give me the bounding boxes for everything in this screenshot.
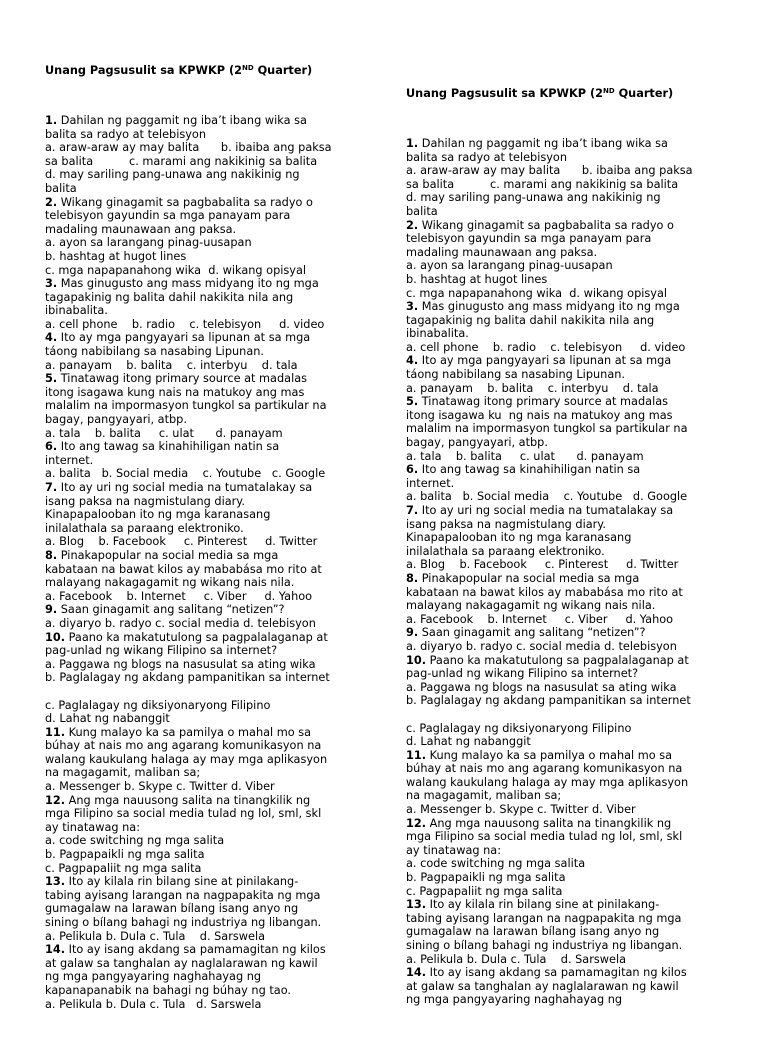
text-line [45,984,375,998]
question-line [45,794,375,808]
question-number: 10. [406,653,427,667]
question-number: 5. [45,372,58,386]
text-line [406,885,746,899]
question-number: 1. [45,113,58,127]
line-text: balita [406,204,438,218]
line-text: isang paksa na nagmistulang diary. [45,494,245,508]
text-line [406,490,746,504]
question-line [45,196,375,210]
question-line [406,626,746,640]
question-number: 9. [45,603,58,617]
line-text: d. may sariling pang-unawa ang nakikinig ng [45,168,300,182]
line-text: táong nabibilang sa nasabing Lipunan. [45,345,264,359]
text-line [406,531,746,545]
line-text: Tinatawag itong primary source at madalas [418,395,669,409]
line-text: a. Facebook b. Internet c. Viber d. Yahoo [406,612,674,626]
line-text: Ito ay mga pangyayari sa lipunan at sa mga [57,331,311,345]
question-number: 5. [406,395,419,409]
question-line [406,504,746,518]
line-text: Wikang ginagamit sa pagbabalita sa radyo o [418,218,674,232]
line-text: sa balita c. marami ang nakikinig sa balita [406,177,679,191]
question-number: 11. [406,748,427,762]
title-tail: Quarter) [614,87,674,101]
text-line [406,205,746,219]
line-text: sining o bílang bahagi ng industriya ng libangan. [406,939,683,952]
text-line [406,776,746,790]
question-number: 7. [45,481,58,494]
line-text: a. tala b. balita c. ulat d. panayam [406,449,644,463]
title-text: Unang Pagsusulit sa KPWKP (2 [45,64,242,78]
question-line [406,137,746,151]
line-text: búhay at nais mo ang agarang komunikasyon na [406,762,683,776]
text-line [406,382,746,396]
text-line [45,182,375,196]
line-text: d. may sariling pang-unawa ang nakikinig ng [406,191,661,205]
text-line [45,304,375,318]
question-line [45,943,375,957]
line-text: kabataan na bawat kilos ay mababása mo rito at [45,562,322,576]
line-text: tagapakinig ng balita dahil nakikita nila ang [406,313,655,327]
line-text: Ang mga nauusong salita na tinangkilik ng [65,793,311,807]
text-line [45,848,375,862]
line-text: Kinapapalooban ito ng mga karanasang [45,508,271,522]
line-text: internet. [406,476,455,490]
question-line [45,440,375,454]
text-line [406,422,746,436]
line-text: Ito ay kilala rin bilang sine at pinilakang- [426,898,660,912]
blank-line [406,708,746,722]
line-text: bagay, pangyayari, atbp. [406,436,548,450]
question-number: 2. [406,218,419,232]
text-line [406,762,746,776]
line-text: tabing ayisang larangan na nagpapakita ng mga [45,888,321,902]
question-line [45,549,375,563]
line-text: b. Pagpapaikli ng mga salita [406,871,566,885]
text-line [406,803,746,817]
text-line [45,930,375,944]
line-text: na magagamit, maliban sa; [406,789,562,803]
question-number: 6. [45,440,58,454]
text-line [406,980,746,994]
text-line [45,495,375,509]
title-superscript: ND [602,87,615,96]
text-line [45,889,375,903]
line-text: at galaw sa tanghalan ay naglalarawan ng kawil [406,979,679,993]
line-text: Ang mga nauusong salita na tinangkilik ng [426,816,672,830]
text-line [406,436,746,450]
line-text: a. Blog b. Facebook c. Pinterest d. Twitter [406,558,679,572]
question-number: 12. [406,816,427,830]
line-text: Kung malayo ka sa pamilya o mahal mo sa [65,725,312,739]
line-text: b. Paglalagay ng akdang pampanitikan sa internet [406,694,691,708]
text-line [406,327,746,341]
line-text: malayang nakagagamit ng wikang nais nila. [45,576,295,590]
text-line [45,590,375,604]
line-text: kabataan na bawat kilos ay mababása mo rito at [406,585,683,599]
question-list [406,137,746,1007]
text-line [45,454,375,468]
question-number: 7. [406,504,419,517]
text-line [45,155,375,169]
line-text: balita sa radyo at telebisyon [406,150,568,164]
text-line [45,807,375,821]
line-text: malayang nakagagamit ng wikang nais nila. [406,599,656,613]
text-line [406,586,746,600]
question-line [45,331,375,345]
question-line [45,277,375,291]
text-line [406,694,746,708]
text-line [45,617,375,631]
text-line [45,644,375,658]
line-text: b. Paglalagay ng akdang pampanitikan sa internet [45,671,330,685]
line-text: Kung malayo ka sa pamilya o mahal mo sa [426,748,673,762]
line-text: táong nabibilang sa nasabing Lipunan. [406,368,625,382]
line-text: a. araw-araw ay may balita b. ibaiba ang paksa [406,164,693,178]
line-text: a. Blog b. Facebook c. Pinterest d. Twitter [45,535,318,549]
text-line [406,667,746,681]
line-text: Mas ginugusto ang mass midyang ito ng mga [57,277,319,291]
text-line [406,314,746,328]
question-line [45,631,375,645]
line-text: c. Paglalagay ng diksiyonaryong Filipino [45,698,271,712]
line-text: b. hashtag at hugot lines [406,272,548,286]
title-text: Unang Pagsusulit sa KPWKP (2 [406,87,603,101]
line-text: c. mga napapanahong wika d. wikang opisyal [45,263,307,277]
text-line [45,209,375,223]
line-text: pag-unlad ng wikang Filipino sa internet? [45,644,278,658]
text-line [406,844,746,858]
line-text: a. araw-araw ay may balita b. ibaiba ang paksa [45,141,332,155]
line-text: búhay at nais mo ang agarang komunikasyon na [45,739,322,753]
title-superscript: ND [241,64,254,73]
line-text: tabing ayisang larangan na nagpapakita ng mga [406,911,682,925]
text-line [406,246,746,260]
text-line [406,232,746,246]
line-text: a. cell phone b. radio c. telebisyon d. video [406,340,686,354]
text-line [406,164,746,178]
line-text: a. balita b. Social media c. Youtube d. Google [406,490,688,504]
text-line [406,735,746,749]
line-text: c. mga napapanahong wika d. wikang opisyal [406,286,668,300]
question-number: 13. [406,898,427,912]
line-text: pag-unlad ng wikang Filipino sa internet? [406,667,639,681]
text-line [406,368,746,382]
text-line [406,925,746,939]
line-text: ibinabalita. [406,327,469,341]
line-text: Pinakapopular na social media sa mga [418,571,640,585]
text-line [45,508,375,522]
text-line [45,399,375,413]
line-text: a. code switching ng mga salita [406,857,586,871]
text-line [406,912,746,926]
line-text: itong isagawa kung nais na matukoy ang mas [45,385,305,399]
question-line [406,354,746,368]
line-text: malalim na impormasyon tungkol sa partikular na [45,399,327,413]
line-text: Dahilan ng paggamit ng iba’t ibang wika sa [418,136,668,150]
line-text: a. diyaryo b. radyo c. social media d. telebisyon [406,639,677,653]
line-text: c. Pagpapaliit ng mga salita [406,884,563,898]
title-tail: Quarter) [253,64,313,78]
text-line [45,780,375,794]
question-line [45,603,375,617]
text-line [45,658,375,672]
line-text: isang paksa na nagmistulang diary. [406,517,606,531]
line-text: Ito ay uri ng social media na tumatalakay sa [418,504,674,517]
question-number: 3. [45,277,58,291]
line-text: ng mga pangyayaring naghahayag ng [406,993,623,1007]
line-text: telebisyon gayundin sa mga panayam para [406,232,652,246]
line-text: Ito ay uri ng social media na tumatalakay sa [57,481,313,494]
text-line [406,287,746,301]
text-line [406,613,746,627]
line-text: at galaw sa tanghalan ay naglalarawan ng kawil [45,956,318,970]
line-text: malalim na impormasyon tungkol sa partikular na [406,422,688,436]
question-number: 6. [406,463,419,477]
question-line [406,898,746,912]
text-line [45,345,375,359]
text-line [45,236,375,250]
text-line [45,699,375,713]
text-line [45,671,375,685]
text-line [406,558,746,572]
text-line [45,522,375,536]
text-line [406,151,746,165]
line-text: Dahilan ng paggamit ng iba’t ibang wika sa [57,113,307,127]
line-text: a. tala b. balita c. ulat d. panayam [45,426,283,440]
line-text: ay tinatawag na: [406,843,502,857]
text-line [45,902,375,916]
question-list [45,114,375,1011]
line-text: c. Pagpapaliit ng mga salita [45,861,202,875]
text-line [45,712,375,726]
question-line [406,749,746,763]
line-text: b. hashtag at hugot lines [45,249,187,263]
text-line [45,998,375,1012]
quiz-title [45,64,375,78]
text-line [45,467,375,481]
line-text: b. Pagpapaikli ng mga salita [45,848,205,862]
text-line [406,722,746,736]
text-line [45,141,375,155]
line-text: d. Lahat ng nabanggit [45,712,170,726]
line-text: walang kaukulang halaga ay may mga aplikasyon [45,752,328,766]
line-text: Ito ay mga pangyayari sa lipunan at sa mga [418,354,672,368]
text-line [45,250,375,264]
question-line [45,114,375,128]
line-text: a. Pelikula b. Dula c. Tula d. Sarswela [45,929,266,943]
text-line [45,834,375,848]
text-line [45,563,375,577]
line-text: ay tinatawag na: [45,820,141,834]
question-number: 13. [45,875,66,889]
line-text: a. Pelikula b. Dula c. Tula d. Sarswela [45,997,262,1011]
line-text: Wikang ginagamit sa pagbabalita sa radyo o [57,195,313,209]
line-text: a. Messenger b. Skype c. Twitter d. Viber [406,803,636,817]
text-line [406,273,746,287]
line-text: inilalathala sa paraang elektroniko. [45,521,244,535]
question-number: 4. [406,354,419,368]
question-line [406,219,746,233]
line-text: mga Filipino sa social media tulad ng lol, sml, skl [406,830,683,844]
text-line [45,291,375,305]
line-text: itong isagawa ku ng nais na matukoy ang mas [406,408,673,422]
line-text: Saan ginagamit ang salitang “netizen”? [57,603,285,617]
text-line [45,128,375,142]
text-line [406,178,746,192]
question-line [45,372,375,386]
question-number: 8. [45,548,58,562]
line-text: d. Lahat ng nabanggit [406,735,531,749]
text-line [406,871,746,885]
line-text: a. Paggawa ng blogs na nasusulat sa ating wika [45,657,316,671]
text-line [406,409,746,423]
question-number: 1. [406,136,419,150]
line-text: a. Pelikula b. Dula c. Tula d. Sarswela [406,952,627,966]
text-line [406,939,746,953]
text-line [45,753,375,767]
line-text: a. Paggawa ng blogs na nasusulat sa ating wika [406,680,677,694]
line-text: mga Filipino sa social media tulad ng lol, sml, skl [45,807,322,821]
line-text: Saan ginagamit ang salitang “netizen”? [418,626,646,640]
left-column [45,37,375,1038]
text-line [406,640,746,654]
question-line [406,395,746,409]
text-line [406,857,746,871]
text-line [406,545,746,559]
line-text: balita sa radyo at telebisyon [45,127,207,141]
text-line [406,993,746,1007]
line-text: Ito ang tawag sa kinahihiligan natin sa [57,440,280,454]
question-line [406,966,746,980]
blank-line [45,685,375,699]
text-line [45,318,375,332]
question-number: 14. [45,943,66,957]
line-text: a. panayam b. balita c. interbyu d. tala [406,381,659,395]
line-text: a. Facebook b. Internet c. Viber d. Yahoo [45,589,313,603]
text-line [45,821,375,835]
line-text: Ito ay isang akdang sa pamamagitan ng kilos [426,966,687,980]
line-text: inilalathala sa paraang elektroniko. [406,544,605,558]
text-line [406,789,746,803]
line-text: a. cell phone b. radio c. telebisyon d. video [45,317,325,331]
line-text: Ito ay kilala rin bilang sine at pinilakang- [65,875,299,889]
text-line [45,766,375,780]
line-text: c. Paglalagay ng diksiyonaryong Filipino [406,721,632,735]
text-line [406,191,746,205]
line-text: gumagalaw na larawan bílang isang anyo ng [45,902,299,916]
text-line [45,386,375,400]
line-text: Tinatawag itong primary source at madalas [57,372,308,386]
line-text: na magagamit, maliban sa; [45,766,201,780]
text-line [45,970,375,984]
text-line [45,535,375,549]
line-text: madaling maunawaan ang paksa. [45,222,237,236]
question-number: 14. [406,966,427,980]
text-line [406,259,746,273]
text-line [45,264,375,278]
line-text: tagapakinig ng balita dahil nakikita nila ang [45,290,294,304]
text-line [45,957,375,971]
text-line [406,477,746,491]
question-line [45,481,375,495]
line-text: ibinabalita. [45,304,108,318]
line-text: Paano ka makatutulong sa pagpalalaganap at [426,653,689,667]
line-text: sining o bílang bahagi ng industriya ng libangan. [45,916,322,929]
text-line [45,576,375,590]
question-number: 2. [45,195,58,209]
text-line [45,739,375,753]
line-text: walang kaukulang halaga ay may mga aplikasyon [406,775,689,789]
question-line [406,463,746,477]
text-line [406,599,746,613]
question-line [406,300,746,314]
question-line [45,726,375,740]
line-text: Ito ay isang akdang sa pamamagitan ng kilos [65,943,326,957]
question-line [45,875,375,889]
line-text: kapanapanabik na bahagi ng búhay ng tao. [45,983,291,997]
question-number: 8. [406,571,419,585]
question-number: 9. [406,626,419,640]
line-text: a. ayon sa larangang pinag-uusapan [406,259,613,273]
text-line [45,862,375,876]
line-text: Paano ka makatutulong sa pagpalalaganap at [65,630,328,644]
line-text: bagay, pangyayari, atbp. [45,413,187,427]
line-text: a. diyaryo b. radyo c. social media d. telebisyon [45,616,316,630]
text-line [45,916,375,930]
question-line [406,572,746,586]
line-text: ng mga pangyayaring naghahayag ng [45,970,262,984]
text-line [406,681,746,695]
line-text: Ito ang tawag sa kinahihiligan natin sa [418,463,641,477]
text-line [45,427,375,441]
line-text: Mas ginugusto ang mass midyang ito ng mga [418,300,680,314]
quiz-title [406,87,746,101]
question-line [406,817,746,831]
text-line [45,359,375,373]
question-number: 12. [45,793,66,807]
line-text: Pinakapopular na social media sa mga [57,548,279,562]
line-text: Kinapapalooban ito ng mga karanasang [406,531,632,545]
question-number: 11. [45,725,66,739]
line-text: a. ayon sa larangang pinag-uusapan [45,236,252,250]
line-text: gumagalaw na larawan bílang isang anyo ng [406,925,660,939]
text-line [406,518,746,532]
question-number: 3. [406,300,419,314]
line-text: madaling maunawaan ang paksa. [406,245,598,259]
line-text: balita [45,181,77,195]
question-number: 10. [45,630,66,644]
line-text: a. balita b. Social media c. Youtube c. Google [45,467,326,481]
text-line [45,413,375,427]
line-text: a. Messenger b. Skype c. Twitter d. Viber [45,780,275,794]
line-text: a. code switching ng mga salita [45,834,225,848]
question-number: 4. [45,331,58,345]
text-line [406,450,746,464]
text-line [406,953,746,967]
line-text: internet. [45,453,94,467]
line-text: telebisyon gayundin sa mga panayam para [45,209,291,223]
text-line [406,341,746,355]
line-text: sa balita c. marami ang nakikinig sa balita [45,154,318,168]
text-line [45,168,375,182]
right-column [406,60,746,1034]
line-text: a. panayam b. balita c. interbyu d. tala [45,358,298,372]
text-line [406,830,746,844]
text-line [45,223,375,237]
question-line [406,654,746,668]
